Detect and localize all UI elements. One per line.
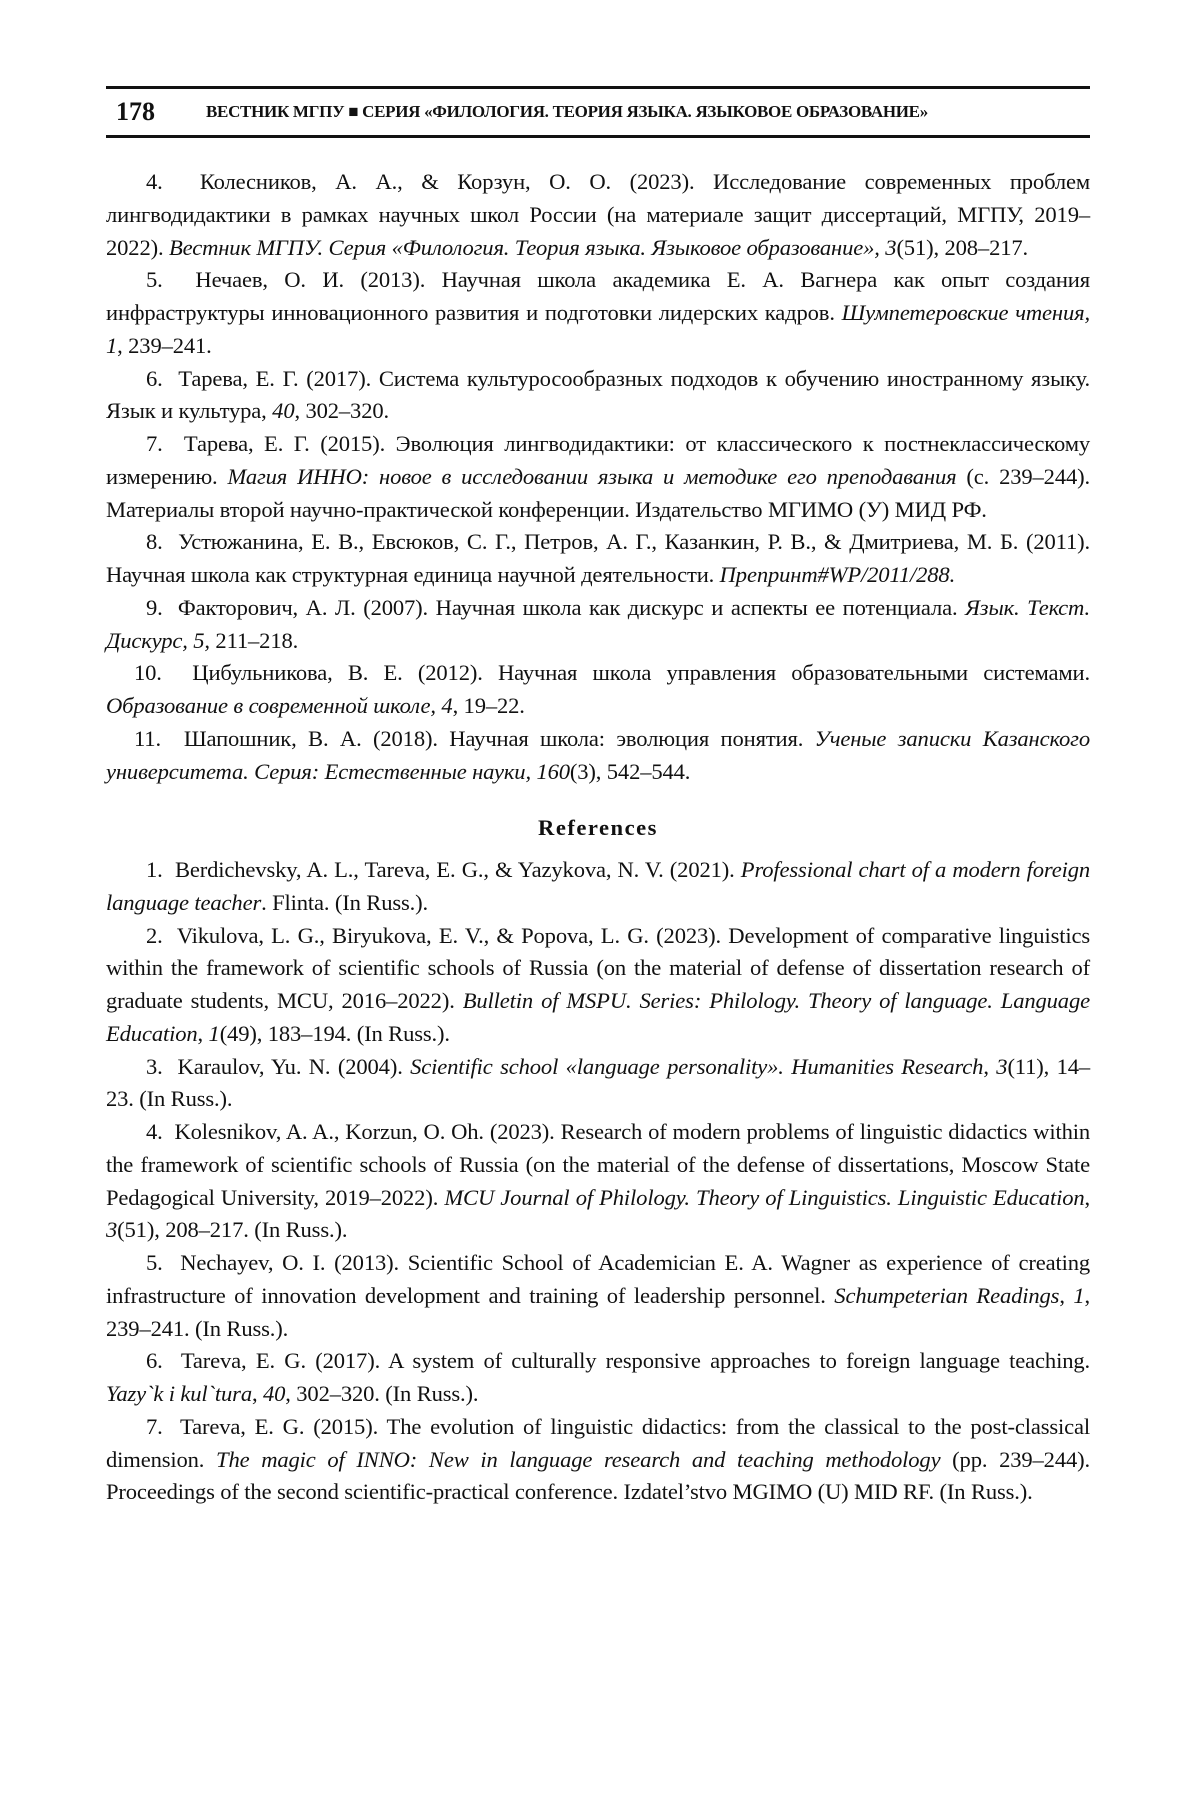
reference-text: Karaulov, Yu. N. (2004). <box>178 1054 411 1079</box>
reference-text: Факторович, А. Л. (2007). Научная школа как дискурс и аспекты ее потенциала. <box>178 595 965 620</box>
reference-source-italic: Bulletin of MSPU. Series: Philology. Theory of language. Language Education <box>106 988 1090 1046</box>
reference-source-italic: 40 <box>263 1381 285 1406</box>
reference-number: 10. <box>134 660 162 685</box>
reference-number: 9. <box>146 595 163 620</box>
reference-text: (pp. 239–244). Proceedings of the second scientific-practical conference. Izdatel’stvo MGIMO (U) MID RF. (In Russ.). <box>106 1447 1090 1505</box>
reference-number: 4. <box>146 169 163 194</box>
reference-text: , 19–22. <box>453 693 525 718</box>
reference-text: , 302–320. (In Russ.). <box>285 1381 478 1406</box>
reference-source-italic: Препринт#WP/2011/288. <box>720 562 955 587</box>
reference-entry <box>106 1116 1090 1247</box>
reference-source-italic: Вестник МГПУ. Серия «Филология. Теория языка. Языковое образование», 3 <box>169 235 896 260</box>
reference-source-italic: 3 <box>106 1217 117 1242</box>
reference-entry <box>106 854 1090 920</box>
reference-text: Tareva, E. G. (2017). A system of culturally responsive approaches to foreign language teaching. <box>181 1348 1090 1373</box>
reference-source-italic: Scientific school «language personality». Humanities Research <box>410 1054 983 1079</box>
reference-text: , <box>983 1054 996 1079</box>
reference-number: 6. <box>146 1348 163 1373</box>
reference-number: 5. <box>146 1250 163 1275</box>
reference-text: , 302–320. <box>294 398 389 423</box>
reference-number: 8. <box>146 529 163 554</box>
reference-text: Tareva, E. G. (2015). The evolution of linguistic didactics: from the classical to the post-classical dimension. <box>106 1414 1090 1472</box>
reference-text: , 239–241. (In Russ.). <box>106 1283 1090 1341</box>
reference-text: Kolesnikov, A. A., Korzun, O. Oh. (2023). Research of modern problems of linguistic didactics within the framework of scientific schools of Russia (on the material of the defense of dissertations, Moscow State Pedagogical University, 2019–2022). <box>106 1119 1090 1210</box>
reference-source-italic: Ученые записки Казанского университета. Серия: Естественные науки, 160 <box>106 726 1090 784</box>
reference-text: Устюжанина, Е. В., Евсюков, С. Г., Петров, А. Г., Казанкин, Р. В., & Дмитриева, М. Б. (2011). Научная школа как структурная единица научной деятельности. <box>106 529 1090 587</box>
reference-entry <box>106 1411 1090 1509</box>
reference-text: , 239–241. <box>117 333 212 358</box>
reference-entry <box>106 363 1090 429</box>
reference-number: 4. <box>146 1119 163 1144</box>
reference-source-italic: Магия ИННО: новое в исследовании языка и методике его преподавания <box>227 464 956 489</box>
reference-text: Нечаев, О. И. (2013). Научная школа академика Е. А. Вагнера как опыт создания инфраструктуры инновационного развития и подготовки лидерских кадров. <box>106 267 1090 325</box>
reference-text: Vikulova, L. G., Biryukova, E. V., & Popova, L. G. (2023). Development of comparative linguistics within the framework of scientific schools of Russia (on the material of defense of dissertation research of graduate students, MCU, 2016–2022). <box>106 923 1090 1014</box>
reference-text: , <box>252 1381 263 1406</box>
reference-source-italic: 1 <box>209 1021 220 1046</box>
reference-number: 5. <box>146 267 163 292</box>
reference-source-italic: 40 <box>272 398 294 423</box>
reference-source-italic: Образование в современной школе, 4 <box>106 693 453 718</box>
reference-text: Цибульникова, В. Е. (2012). Научная школа управления образовательными системами. <box>192 660 1090 685</box>
reference-text: . Flinta. (In Russ.). <box>261 890 428 915</box>
reference-number: 6. <box>146 366 163 391</box>
reference-source-italic: Язык. Текст. Дискурс, 5, <box>106 595 1090 653</box>
reference-text: , <box>1059 1283 1073 1308</box>
reference-text: Тарева, Е. Г. (2017). Система культуросообразных подходов к обучению иностранному языку. Язык и культура, <box>106 366 1090 424</box>
page-number: 178 <box>116 97 206 127</box>
reference-entry <box>106 166 1090 264</box>
reference-number: 7. <box>146 1414 163 1439</box>
reference-entry <box>106 526 1090 592</box>
references-heading: References <box>106 812 1090 845</box>
reference-entry <box>106 592 1090 658</box>
reference-text: (11), 14–23. (In Russ.). <box>106 1054 1090 1112</box>
reference-entry <box>106 920 1090 1051</box>
reference-text: (51), 208–217. <box>896 235 1028 260</box>
reference-number: 3. <box>146 1054 163 1079</box>
reference-entry <box>106 1345 1090 1411</box>
reference-entry <box>106 428 1090 526</box>
reference-text: 211–218. <box>210 628 298 653</box>
reference-source-italic: MCU Journal of Philology. Theory of Linguistics. Linguistic Education <box>444 1185 1084 1210</box>
reference-entry <box>106 1051 1090 1117</box>
references-list <box>106 854 1090 1509</box>
reference-source-italic: 3 <box>996 1054 1007 1079</box>
russian-reference-list <box>106 166 1090 788</box>
reference-number: 11. <box>134 726 161 751</box>
reference-text: (51), 208–217. (In Russ.). <box>117 1217 347 1242</box>
reference-text: (3), 542–544. <box>570 759 690 784</box>
reference-entry <box>106 657 1090 723</box>
reference-number: 1. <box>146 857 163 882</box>
reference-source-italic: Schumpeterian Readings <box>834 1283 1059 1308</box>
reference-source-italic: 1 <box>1073 1283 1084 1308</box>
reference-source-italic: Professional chart of a modern foreign language teacher <box>106 857 1090 915</box>
page-body <box>106 166 1090 1509</box>
reference-text: Тарева, Е. Г. (2015). Эволюция лингводидактики: от классического к постнеклассическому измерению. <box>106 431 1090 489</box>
reference-source-italic: Yazy`k i kul`tura <box>106 1381 252 1406</box>
reference-source-italic: The magic of INNO: New in language research and teaching methodology <box>216 1447 940 1472</box>
reference-text: , <box>198 1021 209 1046</box>
reference-text: (49), 183–194. (In Russ.). <box>220 1021 450 1046</box>
reference-text: , <box>1085 1185 1091 1210</box>
reference-number: 2. <box>146 923 163 948</box>
reference-text: Колесников, А. А., & Корзун, О. О. (2023). Исследование современных проблем лингводидактики в рамках научных школ России (на материале защит диссертаций, МГПУ, 2019–2022). <box>106 169 1090 260</box>
reference-text: (с. 239–244). Материалы второй научно-практической конференции. Издательство МГИМО (У) МИД РФ. <box>106 464 1090 522</box>
reference-entry <box>106 1247 1090 1345</box>
reference-text: Nechayev, O. I. (2013). Scientific School of Academician E. A. Wagner as experience of creating infrastructure of innovation development and training of leadership personnel. <box>106 1250 1090 1308</box>
reference-source-italic: Шумпетеровские чтения, 1 <box>106 300 1090 358</box>
journal-title: ВЕСТНИК МГПУ ■ СЕРИЯ «ФИЛОЛОГИЯ. ТЕОРИЯ ЯЗЫКА. ЯЗЫКОВОЕ ОБРАЗОВАНИЕ» <box>206 102 928 122</box>
reference-text: Шапошник, В. А. (2018). Научная школа: эволюция понятия. <box>184 726 815 751</box>
running-header <box>106 86 1090 138</box>
reference-text: Berdichevsky, A. L., Tareva, E. G., & Yazykova, N. V. (2021). <box>175 857 741 882</box>
reference-number: 7. <box>146 431 163 456</box>
reference-entry <box>106 264 1090 362</box>
reference-entry <box>106 723 1090 789</box>
